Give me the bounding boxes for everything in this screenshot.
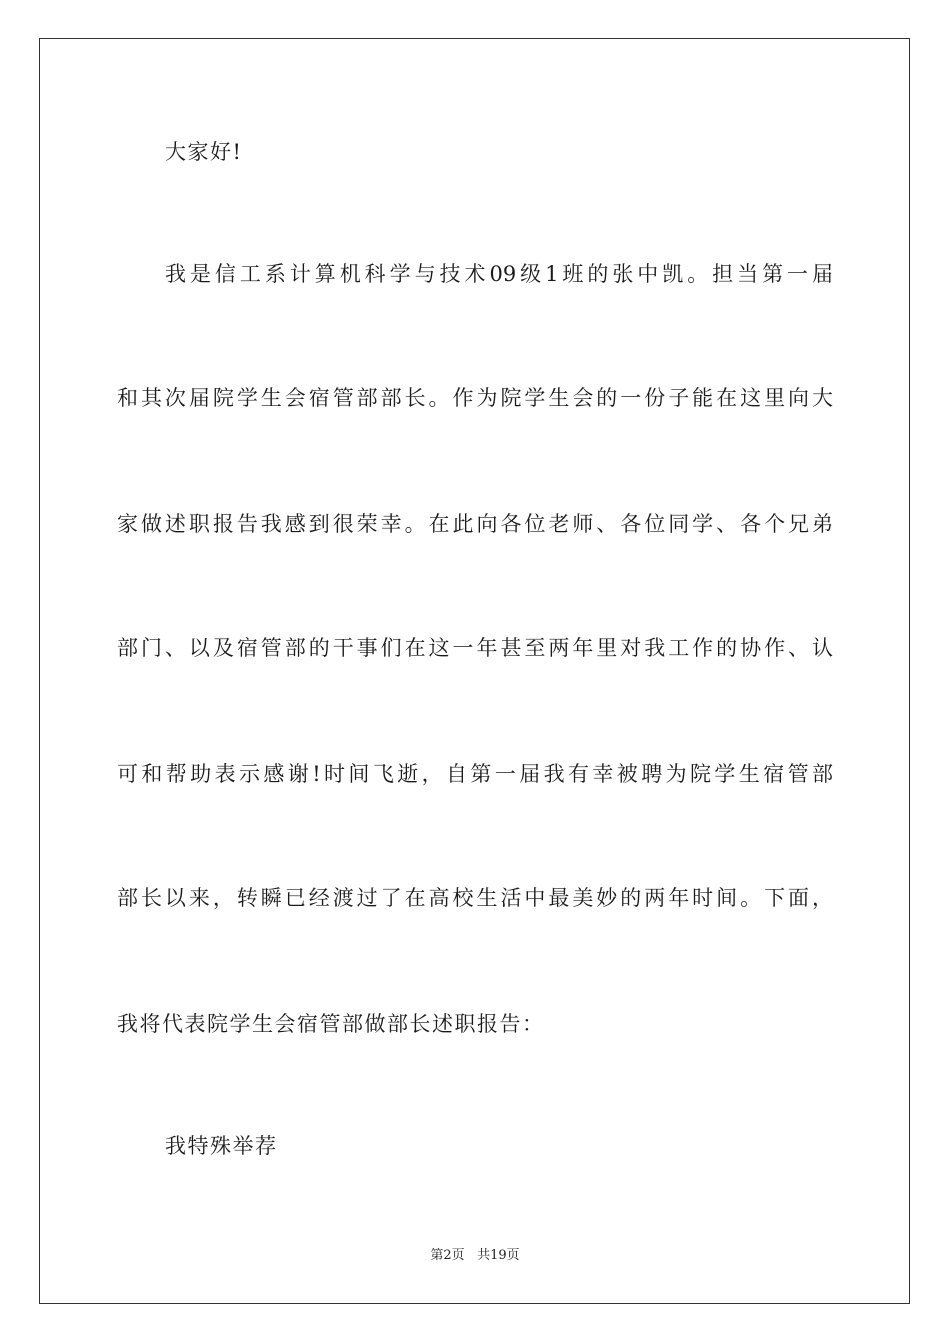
recommend-line: 我特殊举荐 [165, 1134, 278, 1158]
total-pages: 共19页 [477, 1248, 520, 1263]
paragraph-line-5: 可和帮助表示感谢!时间飞逝，自第一届我有幸被聘为院学生宿管部 [117, 762, 833, 786]
page-border [39, 38, 910, 1304]
page-footer [0, 1247, 950, 1265]
paragraph-line-6: 部长以来，转瞬已经渡过了在高校生活中最美妙的两年时间。下面， [117, 886, 833, 910]
paragraph-line-3: 家做述职报告我感到很荣幸。在此向各位老师、各位同学、各个兄弟 [117, 512, 833, 536]
paragraph-line-4: 部门、以及宿管部的干事们在这一年甚至两年里对我工作的协作、认 [117, 636, 833, 660]
greeting-line: 大家好! [165, 140, 243, 164]
paragraph-line-1: 我是信工系计算机科学与技术09级1班的张中凯。担当第一届 [165, 262, 833, 286]
paragraph-line-7: 我将代表院学生会宿管部做部长述职报告： [117, 1012, 545, 1036]
page-number: 第2页 [430, 1248, 465, 1263]
paragraph-line-2: 和其次届院学生会宿管部部长。作为院学生会的一份子能在这里向大 [117, 386, 833, 410]
